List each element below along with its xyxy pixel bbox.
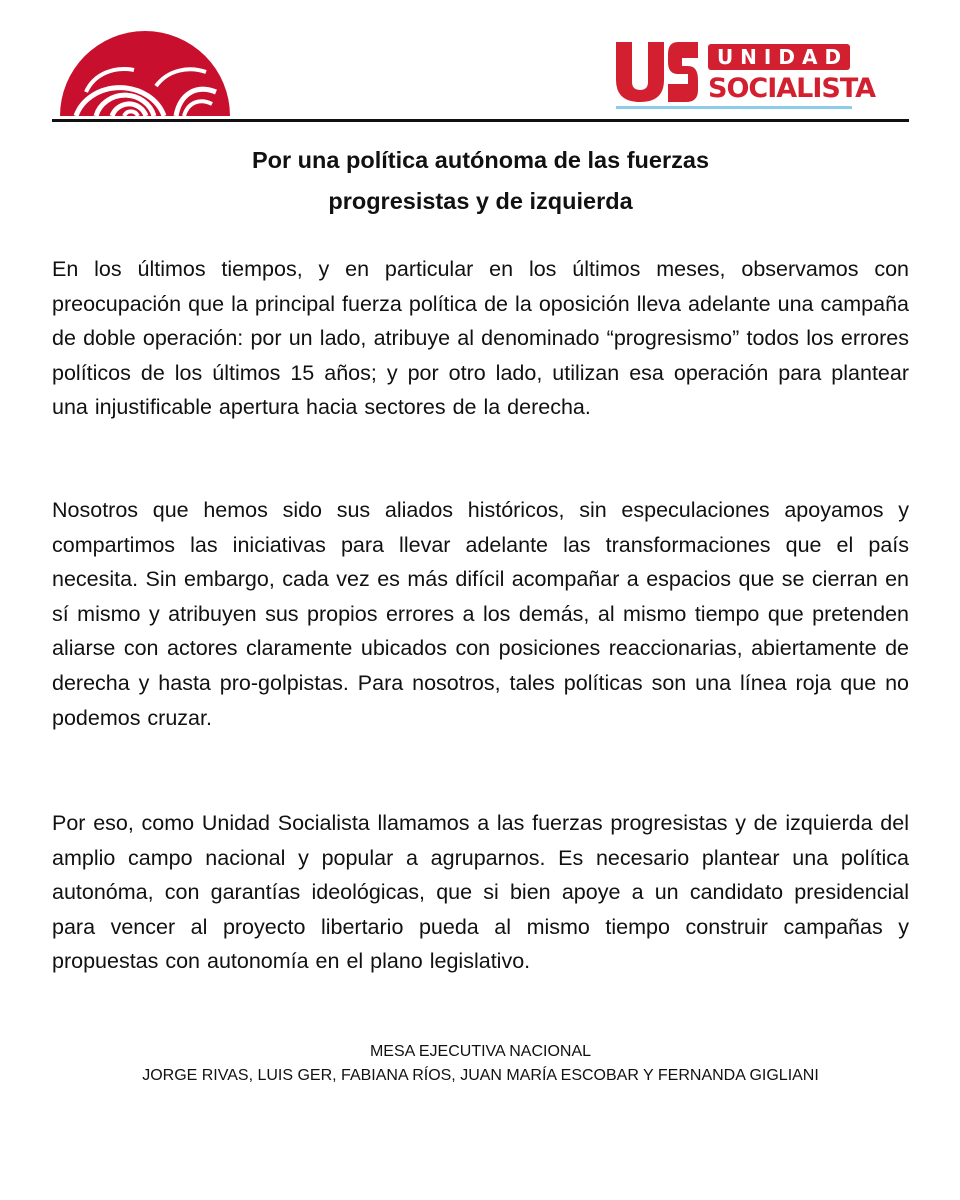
red-rose-icon: [56, 26, 234, 118]
paragraph-3: Por eso, como Unidad Socialista llamamos a las fuerzas progresistas y de izquierda del amplio campo nacional y popular a agruparnos. Es necesario plantear una política autonóma, con garantías ideológicas, que si bien apoye a un candidato presidencial para vencer al proyecto libertario pueda al mismo tiempo construir campañas y propuestas con autonomía en el plano legislativo.: [52, 811, 909, 974]
unidad-socialista-logo: [612, 40, 876, 112]
logo-socialista-text: SOCIALISTA: [708, 73, 876, 104]
logo-unidad-text: UNIDAD: [716, 45, 849, 69]
header-divider: [52, 119, 909, 122]
signature-names: JORGE RIVAS, LUIS GER, FABIANA RÍOS, JUAN MARÍA ESCOBAR Y FERNANDA GIGLIANI: [142, 1067, 819, 1084]
signature-block: [52, 1040, 909, 1088]
document-title: [52, 140, 909, 222]
title-line-1: Por una política autónoma de las fuerzas: [251, 147, 710, 173]
signature-body: MESA EJECUTIVA NACIONAL: [369, 1043, 592, 1060]
paragraph-1: En los últimos tiempos, y en particular en los últimos meses, observamos con preocupación que la principal fuerza política de la oposición lleva adelante una campaña de doble operación: por un lado, atribuye al denominado “progresismo” todos los errores políticos de los últimos 15 años; y por otro lado, utilizan esa operación para plantear una injustificable apertura hacia sectores de la derecha.: [52, 257, 909, 420]
logo-underline: [616, 106, 852, 109]
paragraph-2: Nosotros que hemos sido sus aliados históricos, sin especulaciones apoyamos y compartimos las iniciativas para llevar adelante las transformaciones que el país necesita. Sin embargo, cada vez es más difícil acompañar a espacios que se cierran en sí mismo y atribuyen sus propios errores a los demás, al mismo tiempo que pretenden aliarse con actores claramente ubicados con posiciones reaccionarias, abiertamente de derecha y hasta pro-golpistas. Para nosotros, tales políticas son una línea roja que no podemos cruzar.: [52, 498, 909, 730]
us-monogram-icon: [612, 40, 702, 104]
title-line-2: progresistas y de izquierda: [328, 188, 633, 214]
